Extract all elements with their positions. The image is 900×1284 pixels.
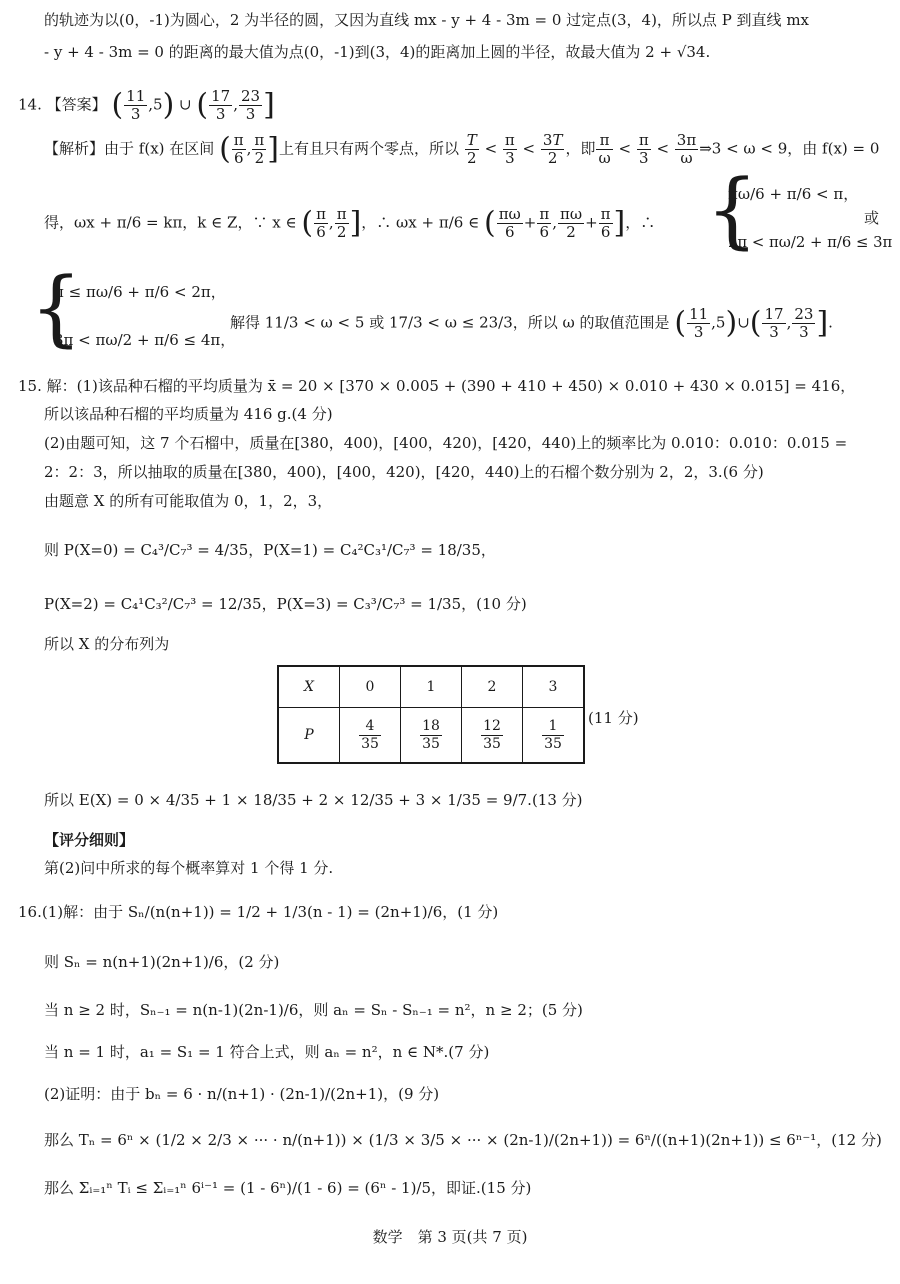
- text-line: 的轨迹为以(0，-1)为圆心，2 为半径的圆，又因为直线 mx - y + 4 - 3m = 0 过定点(3，4)，所以点 P 到直线 mx: [44, 11, 810, 29]
- text-line: 2：2：3，所以抽取的质量在[380，400)，[400，420)，[420，440)上的石榴个数分别为 2，2，3.(6 分): [44, 463, 764, 481]
- system-brace: {: [706, 163, 759, 258]
- distribution-table: [277, 665, 585, 764]
- text-line: (2)由题可知，这 7 个石榴中，质量在[380，400)，[400，420)，[420，440)上的频率比为 0.010：0.010：0.015 =: [44, 434, 848, 452]
- table-cell: $\frac{12}{35}$: [462, 708, 523, 764]
- text-line: 那么 Σᵢ₌₁ⁿ Tᵢ ≤ Σᵢ₌₁ⁿ 6ⁱ⁻¹ = (1 - 6ⁿ)/(1 - 6) = (6ⁿ - 1)/5，即证.(15 分): [44, 1179, 532, 1197]
- text-line: 所以 E(X) = 0 × 4/35 + 1 × 18/35 + 2 × 12/35 + 3 × 1/35 = 9/7.(13 分): [44, 791, 583, 809]
- text-line: 则 P(X=0) = C₄³/C₇³ = 4/35，P(X=1) = C₄²C₃¹/C₇³ = 18/35，: [44, 541, 496, 559]
- score-note: (11 分): [588, 709, 639, 727]
- text-line: 或: [864, 209, 880, 227]
- system-row: 3π < πω/2 + π/6 ≤ 4π，: [54, 331, 236, 349]
- table-cell: $\frac{1}{35}$: [523, 708, 585, 764]
- table-cell: 0: [340, 666, 401, 708]
- text-line: 第(2)问中所求的每个概率算对 1 个得 1 分.: [44, 859, 334, 877]
- table-header-p: P: [278, 708, 340, 764]
- table-row: [278, 666, 584, 708]
- text-line: 解得 11/3 < ω < 5 或 17/3 < ω ≤ 23/3，所以 ω 的取值范围是 ( $\frac{11}{3}$ ,5)∪( $\frac{17}{3}$ , $\frac{23}{3}$ ].: [230, 305, 833, 341]
- table-cell: $\frac{18}{35}$: [401, 708, 462, 764]
- system-row: πω/6 + π/6 < π，: [728, 185, 859, 203]
- table-cell: 1: [401, 666, 462, 708]
- text-line: 得，ωx + π/6 = kπ，k ∈ Z，∵ x ∈ ( $\frac{\pi}{6}$ , $\frac{\pi}{2}$ ]，∴ ωx + π/6 ∈ ( $\frac{\pi\omega}{6}$ + $\frac{\pi}{6}$ , $\frac{\pi\omega}{2}$ + $\frac{\pi}{6}$ ]，∴: [44, 205, 656, 241]
- text-line: 【解析】由于 f(x) 在区间 ( $\frac{\pi}{6}$ , $\frac{\pi}{2}$ ]上有且只有两个零点，所以 $\frac{T}{2}$ < $\frac{\pi}{3}$ < $\frac{3T}{2}$ ，即 $\frac{\pi}{\omega}$ < $\frac{\pi}{3}$ < $\frac{3\pi}{\omega}$ ⇒3 < ω < 9，由 f(x) = 0: [44, 131, 880, 167]
- system-row: 2π < πω/2 + π/6 ≤ 3π: [728, 233, 893, 251]
- text-line: 当 n ≥ 2 时，Sₙ₋₁ = n(n-1)(2n-1)/6，则 aₙ = Sₙ - Sₙ₋₁ = n²，n ≥ 2；(5 分): [44, 1001, 583, 1019]
- rubric-title: 【评分细则】: [44, 831, 135, 849]
- system-row: π ≤ πω/6 + π/6 < 2π，: [54, 283, 226, 301]
- text-line: 15. 解：(1)该品种石榴的平均质量为 x̄ = 20 × [370 × 0.005 + (390 + 410 + 450) × 0.010 + 430 × 0.015] = 416，: [18, 377, 856, 395]
- text-line: 由题意 X 的所有可能取值为 0，1，2，3，: [44, 492, 333, 510]
- text-line: 则 Sₙ = n(n+1)(2n+1)/6，(2 分): [44, 953, 280, 971]
- text-line: 所以 X 的分布列为: [44, 635, 170, 653]
- text-line: 那么 Tₙ = 6ⁿ × (1/2 × 2/3 × ··· · n/(n+1)) × (1/3 × 3/5 × ··· × (2n-1)/(2n+1)) = 6ⁿ/((n+1)(2n+1)) ≤ 6ⁿ⁻¹，(12 分): [44, 1131, 882, 1149]
- table-cell: 2: [462, 666, 523, 708]
- system-brace: {: [30, 261, 83, 356]
- text-line: (2)证明：由于 bₙ = 6 · n/(n+1) · (2n-1)/(2n+1)，(9 分): [44, 1085, 440, 1103]
- text-line: 所以该品种石榴的平均质量为 416 g.(4 分): [44, 405, 333, 423]
- table-cell: 3: [523, 666, 585, 708]
- table-row: [278, 708, 584, 764]
- text-line: P(X=2) = C₄¹C₃²/C₇³ = 12/35，P(X=3) = C₃³/C₇³ = 1/35，(10 分): [44, 595, 527, 613]
- text-line: 当 n = 1 时，a₁ = S₁ = 1 符合上式，则 aₙ = n²，n ∈ N*.(7 分): [44, 1043, 490, 1061]
- page-footer: 数学 第 3 页(共 7 页): [372, 1228, 528, 1246]
- text-line: - y + 4 - 3m = 0 的距离的最大值为点(0，-1)到(3，4)的距离加上圆的半径，故最大值为 2 + √34.: [44, 43, 711, 61]
- question-14-answer: 14. 【答案】 ( $\frac{11}{3}$ ,5) ∪ ( $\frac{17}{3}$ , $\frac{23}{3}$ ]: [18, 87, 275, 123]
- table-cell: $\frac{4}{35}$: [340, 708, 401, 764]
- table-header-x: X: [278, 666, 340, 708]
- text-line: 16.(1)解：由于 Sₙ/(n(n+1)) = 1/2 + 1/3(n - 1) = (2n+1)/6，(1 分): [18, 903, 499, 921]
